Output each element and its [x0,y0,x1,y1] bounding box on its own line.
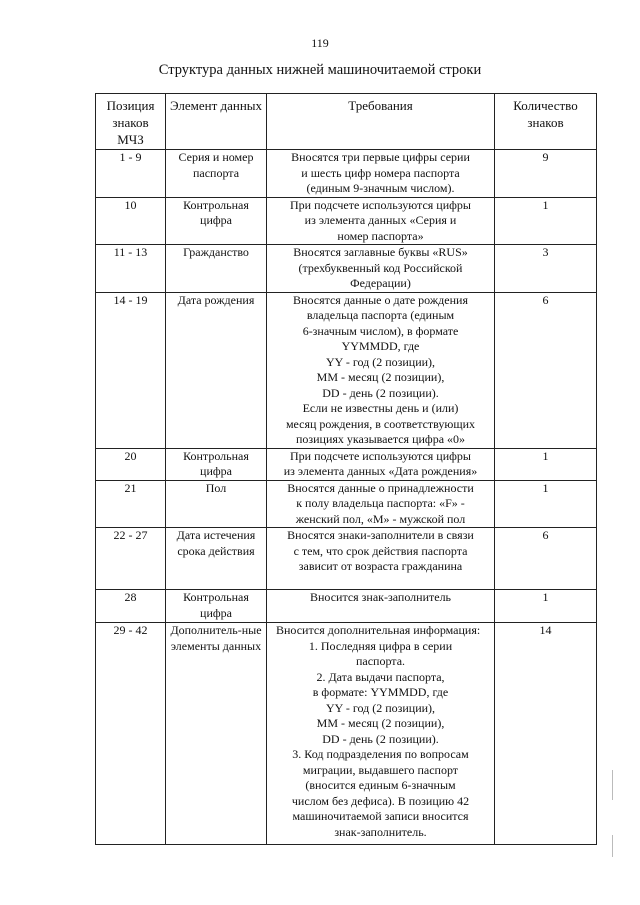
requirement-line: к полу владельца паспорта: «F» - [296,496,465,510]
cell-position: 21 [96,480,166,528]
cell-position: 22 - 27 [96,528,166,590]
table-row [96,292,597,448]
requirement-line: При подсчете используются цифры [290,197,471,212]
cell-element: Дата рождения [166,292,267,448]
requirement-line: Вносятся знаки-заполнители в связи [287,528,474,542]
requirement-line: зависит от возраста гражданина [298,559,463,573]
requirement-line: DD - день (2 позиции). [322,385,439,400]
requirement-line: позициях указывается цифра «0» [295,432,466,446]
requirement-line: 6-значным числом), в формате [302,323,459,338]
cell-position: 11 - 13 [96,245,166,293]
cell-requirements [267,623,495,845]
requirement-line: Вносится знак-заполнитель [309,590,452,604]
table-row [96,245,597,293]
requirement-line: При подсчете используются цифры [290,448,471,463]
requirement-line: 2. Дата выдачи паспорта, [316,669,445,684]
requirement-line: месяц рождения, в соответствующих [285,416,476,431]
requirement-line: Вносятся заглавные буквы «RUS» [293,245,468,259]
mrz-structure-table [95,93,597,845]
requirement-line: Если не известны день и (или) [302,401,459,415]
cell-position: 1 - 9 [96,150,166,198]
header-count: Количество знаков [495,94,597,150]
table-row [96,590,597,623]
requirement-line: из элемента данных «Серия и [304,213,457,227]
requirement-line: YY - год (2 позиции), [325,700,436,715]
requirement-line: миграции, выдавшего паспорт [302,762,459,777]
requirement-line: 3. Код подразделения по вопросам [292,747,469,761]
header-element: Элемент данных [166,94,267,150]
cell-element: Серия и номер паспорта [166,150,267,198]
table-row [96,623,597,845]
requirement-line: Вносятся данные о принадлежности [287,480,474,495]
requirement-line: Вносятся три первые цифры серии [291,150,470,164]
page-title: Структура данных нижней машиночитаемой строки [158,62,482,78]
requirement-line: YY - год (2 позиции), [325,354,436,369]
cell-element: Контрольная цифра [166,590,267,623]
requirement-line: DD - день (2 позиции). [322,731,439,746]
cell-requirements [267,245,495,293]
cell-count: 1 [495,448,597,480]
requirement-line: YYMMDD, где [341,339,420,353]
cell-requirements [267,197,495,245]
cell-count: 6 [495,292,597,448]
cell-count: 14 [495,623,597,845]
requirement-line: номер паспорта» [337,228,424,243]
header-requirements: Требования [267,94,495,150]
cell-requirements [267,480,495,528]
requirement-line: паспорта. [355,654,406,668]
requirement-line: и шесть цифр номера паспорта [301,165,460,180]
requirement-line: числом без дефиса). В позицию 42 [291,793,470,808]
requirement-line: Вносятся данные о дате рождения [293,292,468,307]
table-row [96,150,597,198]
cell-count: 9 [495,150,597,198]
cell-position: 10 [96,197,166,245]
page-number: 119 [311,36,329,50]
requirement-line: с тем, что срок действия паспорта [293,543,468,558]
cell-element: Дополнитель-ные элементы данных [166,623,267,845]
requirement-line: Федерации) [350,276,411,290]
requirement-line: женский пол, «M» - мужской пол [295,511,466,526]
cell-position: 28 [96,590,166,623]
cell-requirements [267,590,495,623]
table-row [96,448,597,480]
requirement-line: (вносится единым 6-значным [305,778,456,792]
cell-requirements [267,528,495,590]
table-header-row [96,94,597,150]
cell-position: 14 - 19 [96,292,166,448]
cell-requirements [267,150,495,198]
table-row [96,528,597,590]
cell-position: 29 - 42 [96,623,166,845]
requirement-line: MM - месяц (2 позиции), [316,370,445,384]
cell-requirements [267,292,495,448]
cell-count: 1 [495,197,597,245]
cell-position: 20 [96,448,166,480]
requirement-line: владельца паспорта (единым [306,308,455,322]
cell-count: 1 [495,480,597,528]
cell-requirements [267,448,495,480]
requirement-line: (единым 9-значным числом). [306,181,455,195]
requirement-line: знак-заполнитель. [334,824,427,839]
requirement-line: Вносится дополнительная информация: [276,623,481,637]
requirement-line: из элемента данных «Дата рождения» [283,464,478,478]
requirement-line: MM - месяц (2 позиции), [316,716,445,730]
table-row [96,480,597,528]
requirement-line: 1. Последняя цифра в серии [308,638,453,653]
scan-margin-mark [612,835,613,857]
cell-element: Дата истечения срока действия [166,528,267,590]
cell-element: Контрольная цифра [166,448,267,480]
table-row [96,197,597,245]
scan-margin-mark [612,770,613,800]
header-position: Позиция знаков МЧЗ [96,94,166,150]
cell-element: Контрольная цифра [166,197,267,245]
requirement-line: (трехбуквенный код Российской [298,260,463,275]
requirement-line: в формате: YYMMDD, где [312,685,449,699]
cell-count: 6 [495,528,597,590]
requirement-line: машиночитаемой записи вносится [292,809,469,823]
cell-count: 1 [495,590,597,623]
cell-count: 3 [495,245,597,293]
cell-element: Пол [166,480,267,528]
cell-element: Гражданство [166,245,267,293]
